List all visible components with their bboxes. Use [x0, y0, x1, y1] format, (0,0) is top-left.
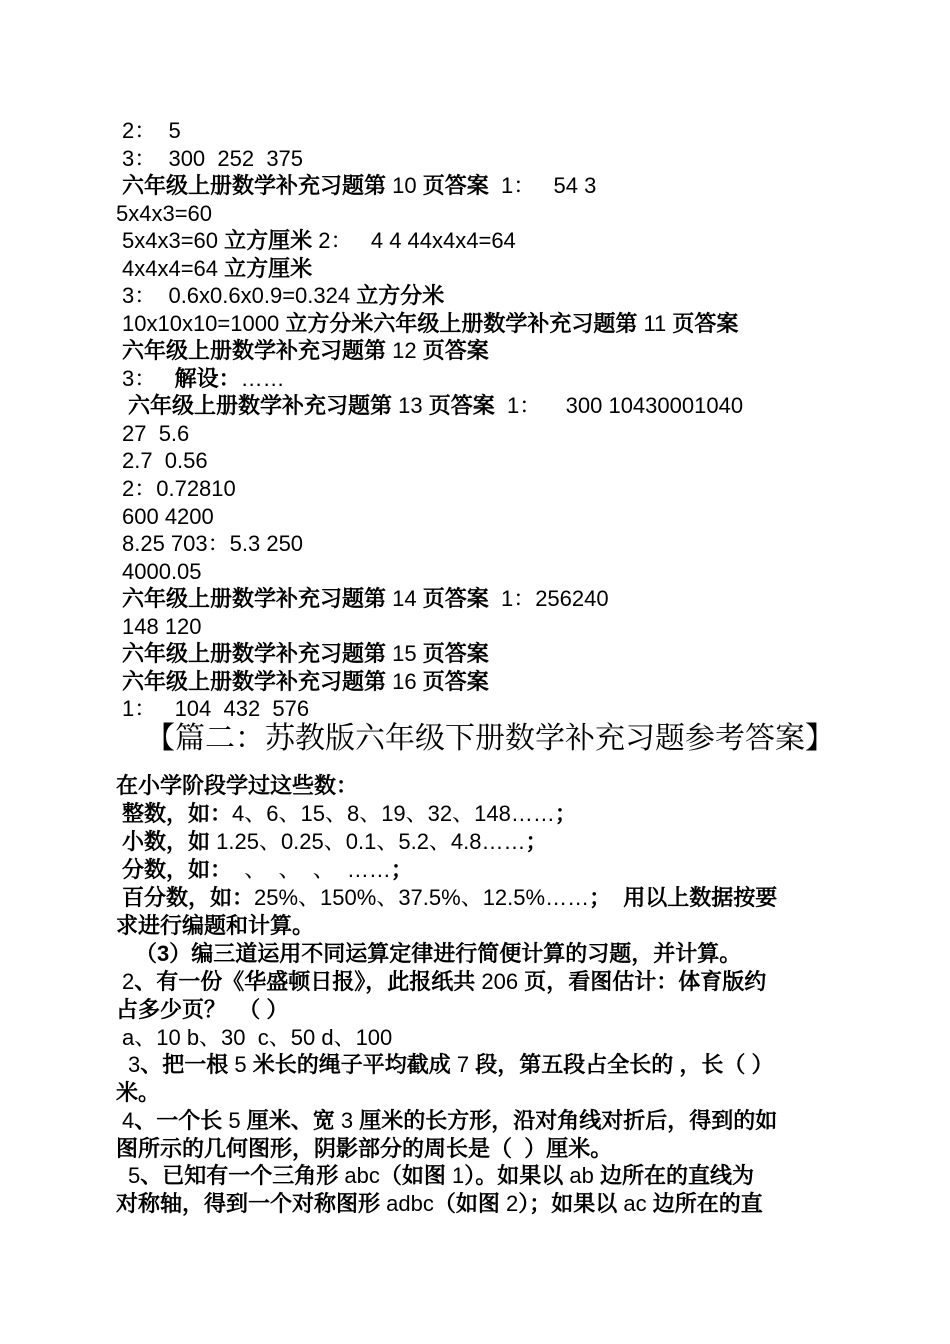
exercise-line: [122, 884, 777, 911]
text-segment: 2： 4 4 44x4x4=64: [312, 228, 516, 253]
exercise-line: [122, 1107, 777, 1134]
text-segment: 小数，如: [122, 829, 211, 854]
text-segment: 米。: [116, 1080, 161, 1105]
text-segment: 3：: [122, 366, 175, 391]
text-segment: ；: [390, 857, 413, 882]
text-segment: 27 5.6: [122, 421, 190, 446]
exercise-line: [128, 1162, 754, 1189]
text-segment: a、10 b、30 c、50 d、100: [122, 1025, 393, 1050]
answer-line: [122, 337, 489, 364]
text-segment: 百分数，如：: [122, 885, 255, 910]
text-segment: 4000.05: [122, 559, 202, 584]
answer-line: [122, 365, 285, 392]
exercise-line: [116, 996, 288, 1023]
text-segment: 2：0.72810: [122, 476, 236, 501]
text-segment: 2： 5: [122, 118, 181, 143]
text-segment: 页答案: [422, 173, 489, 198]
text-segment: 厘米、宽: [246, 1108, 335, 1133]
text-segment: 5: [128, 1163, 141, 1188]
text-segment: 5x4x3=60: [116, 201, 213, 226]
text-segment: 页答案: [422, 641, 489, 666]
exercise-line: [116, 772, 358, 799]
exercise-line: [122, 800, 577, 827]
exercise-line: [122, 1024, 392, 1051]
answer-line: [122, 668, 489, 695]
answer-line: [122, 310, 738, 337]
text-segment: 六年级上册数学补充习题第: [122, 669, 387, 694]
text-segment: 、已知有一个三角形: [140, 1163, 339, 1188]
text-segment: 600 4200: [122, 504, 214, 529]
text-segment: 整数，如：: [122, 801, 233, 826]
text-segment: 10: [386, 173, 423, 198]
text-segment: 1： 54 3: [488, 173, 597, 198]
text-segment: 立方分米: [356, 283, 445, 308]
text-segment: 15: [386, 641, 423, 666]
text-segment: 14: [386, 586, 423, 611]
text-segment: 段，第五段占全长的 ，长（ ）: [475, 1052, 774, 1077]
text-segment: ）；如果以: [518, 1191, 618, 1216]
answer-line: [122, 558, 202, 585]
text-segment: 4: [122, 1108, 135, 1133]
text-segment: 206: [475, 969, 525, 994]
text-segment: 在小学阶段学过这些数：: [116, 773, 359, 798]
answer-line: [122, 420, 189, 447]
text-segment: 米长的绳子平均截成: [252, 1052, 451, 1077]
text-segment: 16: [386, 669, 423, 694]
text-segment: 5: [228, 1052, 253, 1077]
text-segment: ；: [554, 801, 577, 826]
text-segment: 页答案: [422, 669, 489, 694]
exercise-line: [122, 828, 548, 855]
answer-line: [122, 475, 236, 502]
text-segment: 六年级上册数学补充习题第: [122, 586, 387, 611]
text-segment: 11: [637, 311, 673, 336]
text-segment: 4、6、15、8、19、32、148……: [232, 801, 555, 826]
text-segment: 、有一份《华盛顿日报》，此报纸共: [134, 969, 476, 994]
text-segment: 3: [334, 1108, 360, 1133]
answer-line: [122, 585, 609, 612]
text-segment: 边所在的直: [652, 1191, 763, 1216]
text-segment: 立方厘米: [224, 256, 313, 281]
text-segment: 六年级上册数学补充习题第: [122, 338, 387, 363]
text-segment: 12: [386, 338, 423, 363]
text-segment: 2.7 0.56: [122, 448, 208, 473]
exercise-line: [135, 940, 741, 967]
text-segment: 25%、150%、37.5%、12.5%……: [254, 885, 590, 910]
exercise-line: [116, 1079, 160, 1106]
text-segment: 六年级上册数学补充习题第: [128, 393, 393, 418]
answer-line: [122, 255, 312, 282]
text-segment: 页答案: [422, 338, 489, 363]
text-segment: ；: [525, 829, 548, 854]
text-segment: 2: [122, 969, 135, 994]
text-segment: 页答案: [672, 311, 739, 336]
exercise-line: [116, 1135, 612, 1162]
text-segment: 边所在的直线为: [599, 1163, 754, 1188]
text-segment: 3： 300 252 375: [122, 146, 304, 171]
text-segment: （如图: [379, 1163, 446, 1188]
text-segment: 2: [499, 1191, 519, 1216]
text-segment: 1： 300 10430001040: [494, 393, 744, 418]
text-segment: 立方厘米: [224, 228, 313, 253]
text-segment: 厘米的长方形，沿对角线对折后，得到的如: [359, 1108, 778, 1133]
text-segment: ）。如果以: [464, 1163, 564, 1188]
text-segment: 3: [128, 1052, 141, 1077]
text-segment: 1: [445, 1163, 465, 1188]
text-segment: 10x10x10=1000: [122, 311, 286, 336]
exercise-line: [122, 968, 766, 995]
answer-line: [128, 392, 743, 419]
text-segment: 13: [392, 393, 429, 418]
text-segment: 图所示的几何图形，阴影部分的周长是（ ）厘米。: [116, 1136, 613, 1161]
answer-line: [122, 640, 489, 667]
text-segment: 分数，如：: [122, 857, 233, 882]
text-segment: 1.25、0.25、0.1、5.2、4.8……: [210, 829, 526, 854]
exercise-line: [122, 856, 413, 883]
text-segment: 求进行编题和计算。: [116, 913, 315, 938]
text-segment: ； 用以上数据按要: [589, 885, 778, 910]
text-segment: 1：256240: [488, 586, 609, 611]
text-segment: （3）编三道运用不同运算定律进行简便计算的习题，并计算。: [135, 941, 742, 966]
answer-line: [122, 172, 596, 199]
text-segment: 页答案: [422, 586, 489, 611]
text-segment: 、把一根: [140, 1052, 229, 1077]
exercise-line: [128, 1051, 773, 1078]
text-segment: ac: [617, 1191, 653, 1216]
text-segment: 8.25 703：5.3 250: [122, 531, 304, 556]
text-segment: 立方分米六年级上册数学补充习题第: [285, 311, 638, 336]
text-segment: 148 120: [122, 614, 202, 639]
text-segment: 页答案: [428, 393, 495, 418]
answer-line: [122, 530, 303, 557]
text-segment: 、 、 、 ……: [232, 857, 391, 882]
text-segment: adbc: [380, 1191, 434, 1216]
answer-line: [122, 695, 309, 722]
text-segment: ……: [240, 366, 285, 391]
answer-line: [116, 200, 212, 227]
text-segment: 5: [222, 1108, 247, 1133]
text-segment: 对称轴，得到一个对称图形: [116, 1191, 381, 1216]
text-segment: 、一个长: [134, 1108, 223, 1133]
text-segment: 解设：: [174, 366, 241, 391]
text-segment: 页，看图估计：体育版约: [524, 969, 767, 994]
exercise-line: [116, 1190, 763, 1217]
text-segment: 5x4x3=60: [122, 228, 225, 253]
text-segment: 六年级上册数学补充习题第: [122, 173, 387, 198]
text-segment: 六年级上册数学补充习题第: [122, 641, 387, 666]
text-segment: ab: [563, 1163, 600, 1188]
answer-line: [122, 227, 516, 254]
answer-line: [122, 117, 181, 144]
text-segment: 1： 104 432 576: [122, 696, 310, 721]
text-segment: 3： 0.6x0.6x0.9=0.324: [122, 283, 357, 308]
exercise-line: [116, 912, 314, 939]
answer-line: [122, 613, 202, 640]
section-title: 【篇二：苏教版六年级下册数学补充习题参考答案】: [145, 721, 835, 756]
text-segment: abc: [338, 1163, 380, 1188]
text-segment: 占多少页？ （ ）: [116, 997, 289, 1022]
text-segment: 7: [450, 1052, 476, 1077]
text-segment: （如图: [433, 1191, 500, 1216]
answer-line: [122, 503, 214, 530]
answer-line: [122, 145, 303, 172]
answer-line: [122, 282, 444, 309]
answer-line: [122, 447, 208, 474]
text-segment: 4x4x4=64: [122, 256, 225, 281]
